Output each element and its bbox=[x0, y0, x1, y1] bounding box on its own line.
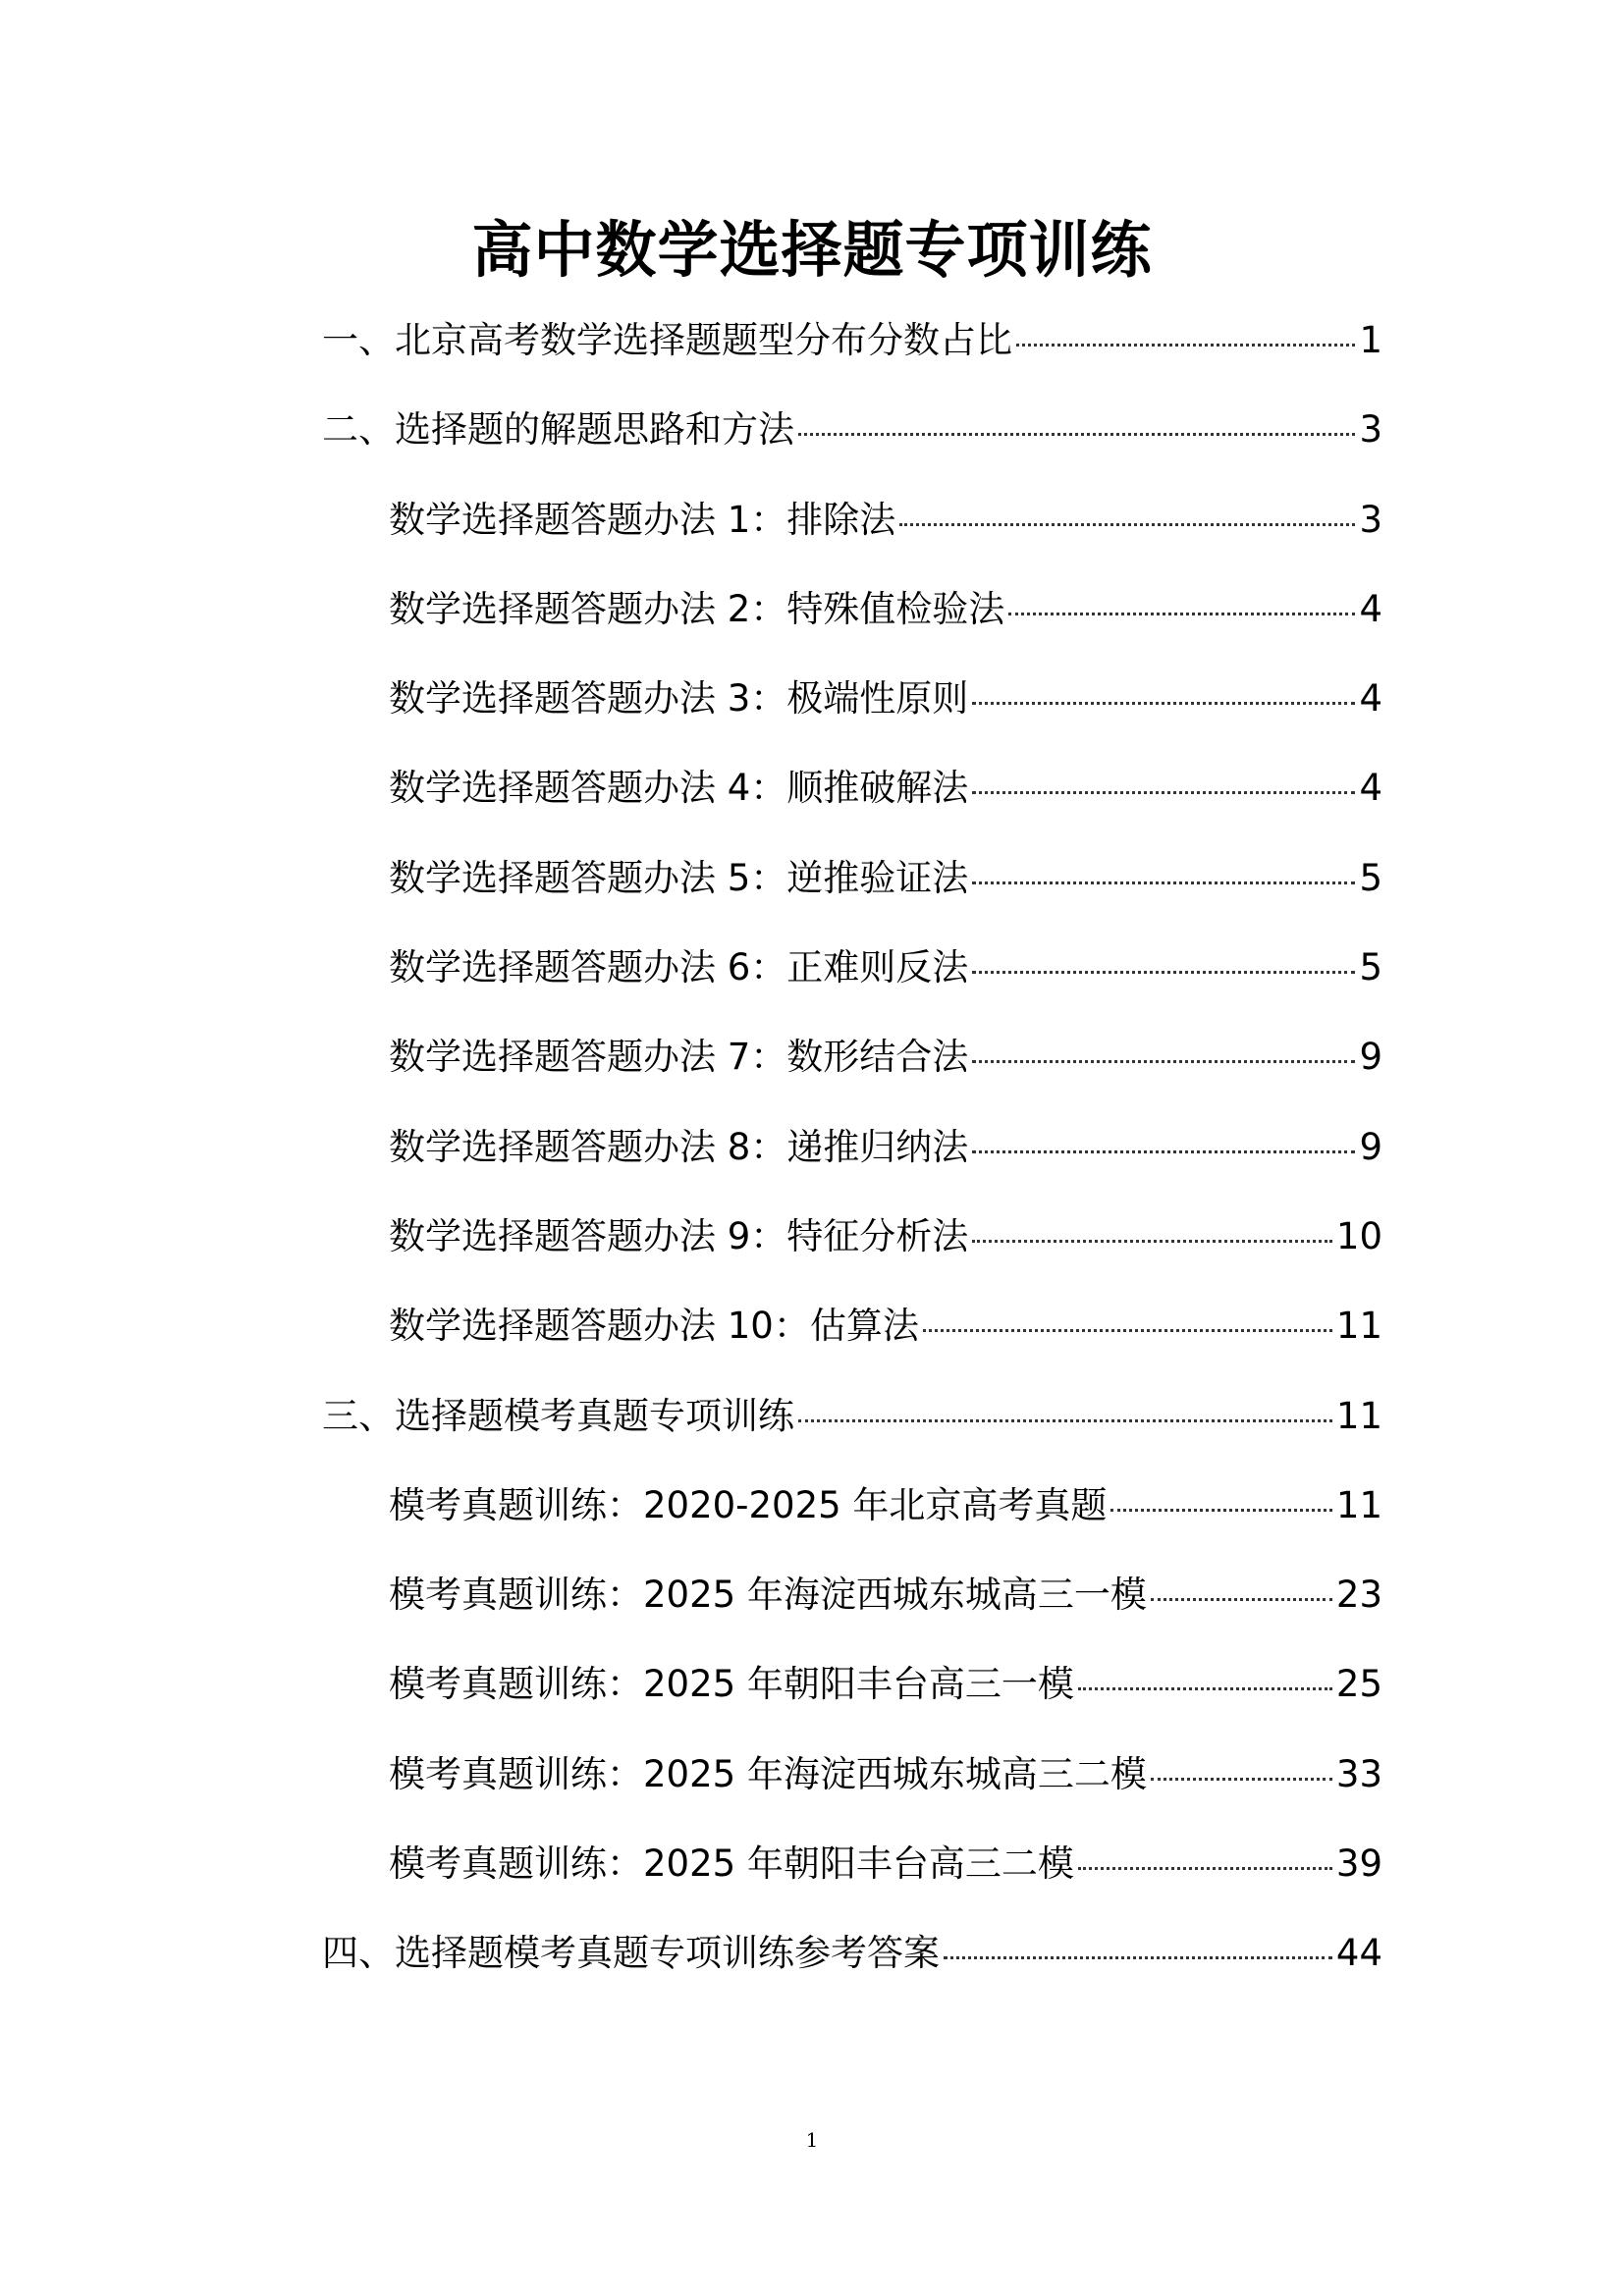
toc-dot-leader bbox=[798, 1419, 1332, 1422]
toc-entry[interactable] bbox=[322, 943, 1382, 1033]
toc-entry[interactable] bbox=[322, 316, 1382, 405]
toc-entry[interactable] bbox=[322, 1840, 1382, 1929]
toc-entry[interactable] bbox=[322, 854, 1382, 943]
toc-entry[interactable] bbox=[322, 674, 1382, 764]
toc-dot-leader bbox=[972, 1240, 1332, 1243]
toc-entry-page: 10 bbox=[1335, 1214, 1382, 1257]
toc-entry[interactable] bbox=[322, 1929, 1382, 2018]
toc-entry-label: 模考真题训练：2025 年朝阳丰台高三二模 bbox=[389, 1842, 1074, 1886]
toc-dot-leader bbox=[899, 523, 1355, 526]
table-of-contents bbox=[322, 316, 1382, 2019]
toc-entry-label: 模考真题训练：2025 年朝阳丰台高三一模 bbox=[389, 1663, 1074, 1706]
toc-entry[interactable] bbox=[322, 1750, 1382, 1840]
page-title: 高中数学选择题专项训练 bbox=[471, 214, 1153, 286]
toc-dot-leader bbox=[1110, 1509, 1331, 1512]
toc-entry-page: 3 bbox=[1359, 408, 1382, 452]
toc-dot-leader bbox=[1151, 1778, 1332, 1781]
toc-entry[interactable] bbox=[322, 1481, 1382, 1571]
toc-entry-page: 9 bbox=[1359, 1036, 1382, 1079]
toc-entry-label: 数学选择题答题办法 9：特征分析法 bbox=[389, 1214, 969, 1257]
toc-entry[interactable] bbox=[322, 1033, 1382, 1122]
toc-entry-label: 数学选择题答题办法 6：正难则反法 bbox=[389, 946, 969, 989]
toc-entry-label: 数学选择题答题办法 1：排除法 bbox=[389, 498, 896, 541]
toc-entry-label: 数学选择题答题办法 3：极端性原则 bbox=[389, 677, 969, 721]
toc-entry[interactable] bbox=[322, 1392, 1382, 1481]
toc-entry-label: 数学选择题答题办法 10：估算法 bbox=[389, 1305, 919, 1348]
toc-entry-label: 数学选择题答题办法 7：数形结合法 bbox=[389, 1036, 969, 1079]
toc-entry-page: 11 bbox=[1335, 1483, 1382, 1526]
toc-entry-label: 一、北京高考数学选择题题型分布分数占比 bbox=[322, 319, 1012, 361]
toc-entry-page: 5 bbox=[1359, 946, 1382, 989]
toc-entry[interactable] bbox=[322, 496, 1382, 585]
toc-dot-leader bbox=[1151, 1598, 1332, 1601]
toc-entry-label: 数学选择题答题办法 4：顺推破解法 bbox=[389, 767, 969, 810]
toc-entry-label: 四、选择题模考真题专项训练参考答案 bbox=[322, 1932, 940, 1975]
toc-entry-page: 1 bbox=[1359, 319, 1382, 361]
toc-dot-leader bbox=[972, 702, 1355, 705]
toc-dot-leader bbox=[1078, 1687, 1332, 1690]
toc-entry-page: 9 bbox=[1359, 1125, 1382, 1168]
toc-dot-leader bbox=[972, 1150, 1355, 1153]
toc-entry[interactable] bbox=[322, 1123, 1382, 1212]
toc-entry-page: 4 bbox=[1359, 767, 1382, 810]
toc-entry[interactable] bbox=[322, 1660, 1382, 1749]
toc-dot-leader bbox=[972, 971, 1355, 974]
toc-entry-label: 模考真题训练：2025 年海淀西城东城高三二模 bbox=[389, 1752, 1147, 1795]
toc-dot-leader bbox=[972, 1060, 1355, 1063]
toc-entry-label: 数学选择题答题办法 8：递推归纳法 bbox=[389, 1125, 969, 1168]
footer-page-number: 1 bbox=[805, 2128, 819, 2152]
toc-dot-leader bbox=[798, 433, 1355, 436]
toc-dot-leader bbox=[923, 1329, 1332, 1332]
toc-entry-page: 23 bbox=[1335, 1574, 1382, 1617]
toc-entry[interactable] bbox=[322, 405, 1382, 495]
toc-entry-page: 39 bbox=[1335, 1842, 1382, 1886]
toc-dot-leader bbox=[1078, 1867, 1332, 1870]
toc-entry[interactable] bbox=[322, 585, 1382, 674]
toc-entry-label: 数学选择题答题办法 2：特殊值检验法 bbox=[389, 587, 1005, 630]
toc-dot-leader bbox=[972, 791, 1355, 794]
toc-entry-page: 4 bbox=[1359, 677, 1382, 721]
toc-entry-label: 模考真题训练：2025 年海淀西城东城高三一模 bbox=[389, 1574, 1147, 1617]
toc-entry-page: 11 bbox=[1335, 1394, 1382, 1437]
toc-entry-page: 44 bbox=[1335, 1932, 1382, 1975]
toc-entry-label: 三、选择题模考真题专项训练 bbox=[322, 1394, 794, 1437]
toc-dot-leader bbox=[1016, 344, 1355, 347]
toc-entry-label: 模考真题训练：2020-2025 年北京高考真题 bbox=[389, 1483, 1108, 1526]
toc-entry[interactable] bbox=[322, 1571, 1382, 1660]
toc-dot-leader bbox=[972, 881, 1355, 884]
toc-entry-page: 4 bbox=[1359, 587, 1382, 630]
toc-entry-page: 25 bbox=[1335, 1663, 1382, 1706]
toc-entry[interactable] bbox=[322, 1302, 1382, 1391]
toc-entry-page: 33 bbox=[1335, 1752, 1382, 1795]
toc-entry[interactable] bbox=[322, 1212, 1382, 1302]
toc-entry-page: 5 bbox=[1359, 856, 1382, 899]
toc-entry-page: 11 bbox=[1335, 1305, 1382, 1348]
toc-entry-page: 3 bbox=[1359, 498, 1382, 541]
toc-entry-label: 二、选择题的解题思路和方法 bbox=[322, 408, 794, 452]
toc-dot-leader bbox=[1008, 613, 1355, 615]
toc-entry-label: 数学选择题答题办法 5：逆推验证法 bbox=[389, 856, 969, 899]
toc-entry[interactable] bbox=[322, 764, 1382, 853]
toc-dot-leader bbox=[944, 1956, 1332, 1959]
